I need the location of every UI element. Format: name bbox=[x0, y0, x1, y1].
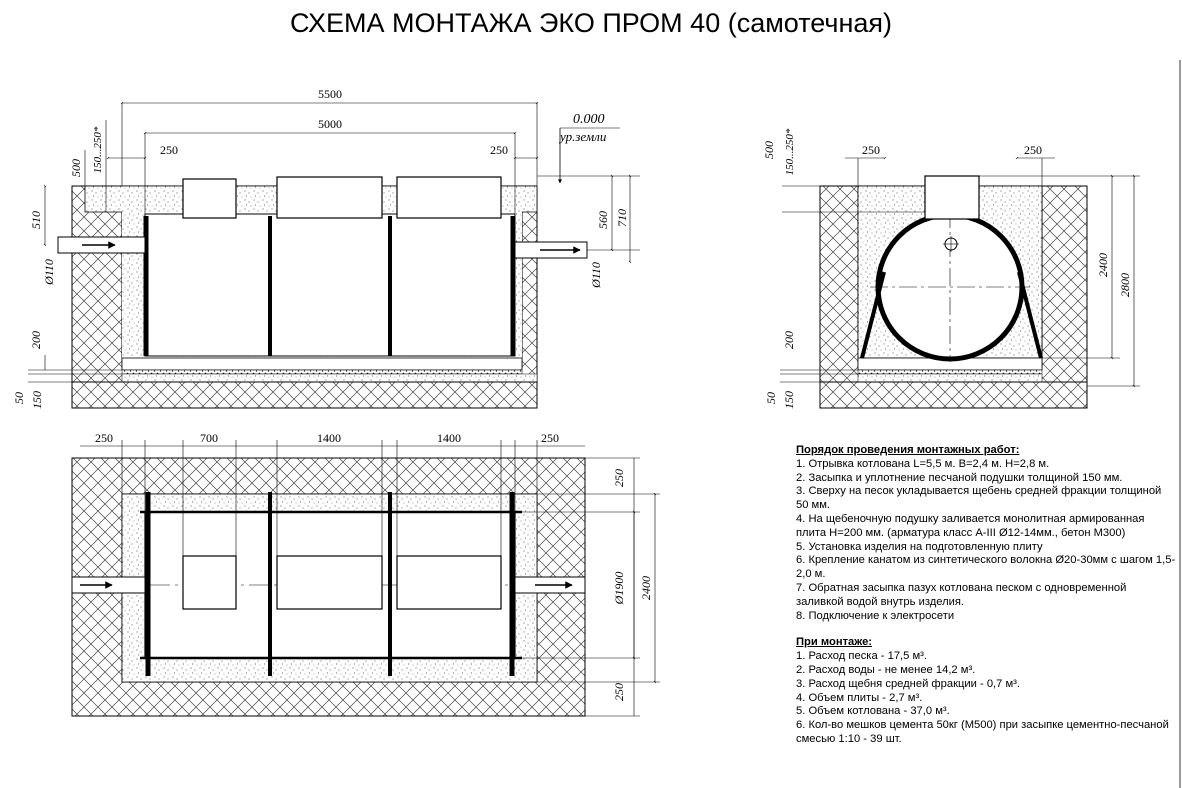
plan-dim-right: 250 bbox=[541, 431, 559, 445]
end-dim-top: 500 bbox=[762, 141, 776, 159]
side-dim-slab: 200 bbox=[29, 331, 43, 349]
install-step: 2. Засыпка и уплотнение песчаной подушки толщиной 150 мм. bbox=[796, 471, 1123, 484]
side-view bbox=[12, 87, 640, 409]
side-neck-3 bbox=[397, 177, 501, 218]
end-dim-slab: 200 bbox=[782, 331, 796, 349]
end-dim-left: 250 bbox=[862, 143, 880, 157]
material-item: 6. Кол-во мешков цемента 50кг (М500) при засыпке цементно-песчаной смесью 1:10 - 39 шт. bbox=[796, 719, 1169, 745]
side-dim-fill: 150...250* bbox=[92, 126, 104, 174]
end-dim-gravel: 50 bbox=[764, 392, 778, 404]
install-step: 1. Отрывка котлована L=5,5 м. B=2,4 м. H=2,8 м. bbox=[796, 457, 1050, 470]
ground-level-mark: 0.000 bbox=[573, 112, 605, 127]
side-dim-sand: 150 bbox=[30, 391, 44, 409]
plan-dim-width: 2400 bbox=[639, 576, 653, 600]
material-item: 4. Объем плиты - 2,7 м³. bbox=[796, 691, 923, 704]
install-steps-header: Порядок проведения монтажных работ: bbox=[796, 444, 1020, 456]
side-neck-1 bbox=[183, 179, 236, 218]
plan-view bbox=[72, 431, 660, 716]
end-neck bbox=[925, 176, 979, 219]
plan-dim-top-gap: 250 bbox=[612, 469, 626, 487]
end-dim-height: 2400 bbox=[1096, 253, 1110, 277]
install-step: 8. Подключение к электросети bbox=[796, 609, 955, 622]
install-step: 3. Сверху на песок укладывается щебень средней фракции толщиной 50 мм. bbox=[796, 485, 1162, 512]
side-dim-tank: 5000 bbox=[318, 117, 342, 131]
material-item: 2. Расход воды - не менее 14,2 м³. bbox=[796, 663, 976, 676]
side-dim-left-gap: 250 bbox=[160, 143, 178, 157]
side-inlet-pipe-label: Ø110 bbox=[42, 259, 56, 285]
install-step: 7. Обратная засыпка пазух котлована песком с одновременной заливкой водой внутрь изделия. bbox=[796, 581, 1127, 608]
plan-dim-left: 250 bbox=[95, 431, 113, 445]
side-slab bbox=[122, 358, 522, 370]
end-dim-pit: 2800 bbox=[1118, 273, 1132, 297]
plan-dim-sec2: 1400 bbox=[437, 431, 461, 445]
drawing-title: СХЕМА МОНТАЖА ЭКО ПРОМ 40 (самотечная) bbox=[289, 8, 892, 38]
side-dim-top: 500 bbox=[69, 159, 83, 177]
plan-dim-bottom-gap: 250 bbox=[612, 683, 626, 701]
materials-header: При монтаже: bbox=[796, 636, 873, 649]
plan-neck-2 bbox=[277, 556, 382, 609]
ground-level-label: ур.земли bbox=[560, 129, 607, 144]
side-dim-right-gap: 250 bbox=[490, 143, 508, 157]
install-step: 4. На щебеночную подушку заливается монолитная армированная плита H=200 мм. (арматура класс А-III Ø12-14мм., бетон М300) bbox=[796, 512, 1145, 539]
side-tank-body bbox=[145, 214, 515, 356]
installation-notes bbox=[796, 444, 1176, 747]
side-dim-outlet-total: 710 bbox=[615, 209, 629, 227]
material-item: 5. Объем котлована - 37,0 м³. bbox=[796, 705, 950, 718]
material-item: 3. Расход щебня средней фракции - 0,7 м³. bbox=[796, 677, 1021, 690]
side-dim-inlet-depth: 510 bbox=[29, 211, 43, 229]
plan-dim-neck: 700 bbox=[200, 431, 218, 445]
side-dim-total: 5500 bbox=[318, 87, 342, 101]
install-step: 5. Установка изделия на подготовленную плиту bbox=[796, 540, 1043, 553]
side-dim-outlet-depth: 560 bbox=[596, 211, 610, 229]
install-step: 6. Крепление канатом из синтетического волокна Ø20-30мм с шагом 1,5-2,0 м. bbox=[796, 554, 1176, 581]
end-dim-right: 250 bbox=[1024, 143, 1042, 157]
material-item: 1. Расход песка - 17,5 м³. bbox=[796, 650, 928, 663]
plan-dim-sec1: 1400 bbox=[317, 431, 341, 445]
plan-neck-1 bbox=[183, 556, 236, 609]
end-dim-sand: 150 bbox=[782, 391, 796, 409]
end-view bbox=[762, 128, 1140, 409]
plan-neck-3 bbox=[397, 556, 501, 609]
plan-dim-diameter: Ø1900 bbox=[612, 571, 626, 605]
side-outlet-pipe-label: Ø110 bbox=[589, 262, 603, 288]
side-gravel bbox=[122, 370, 522, 374]
end-dim-fill: 150...250* bbox=[784, 128, 796, 176]
side-dim-gravel: 50 bbox=[12, 392, 26, 404]
side-neck-2 bbox=[277, 177, 382, 218]
